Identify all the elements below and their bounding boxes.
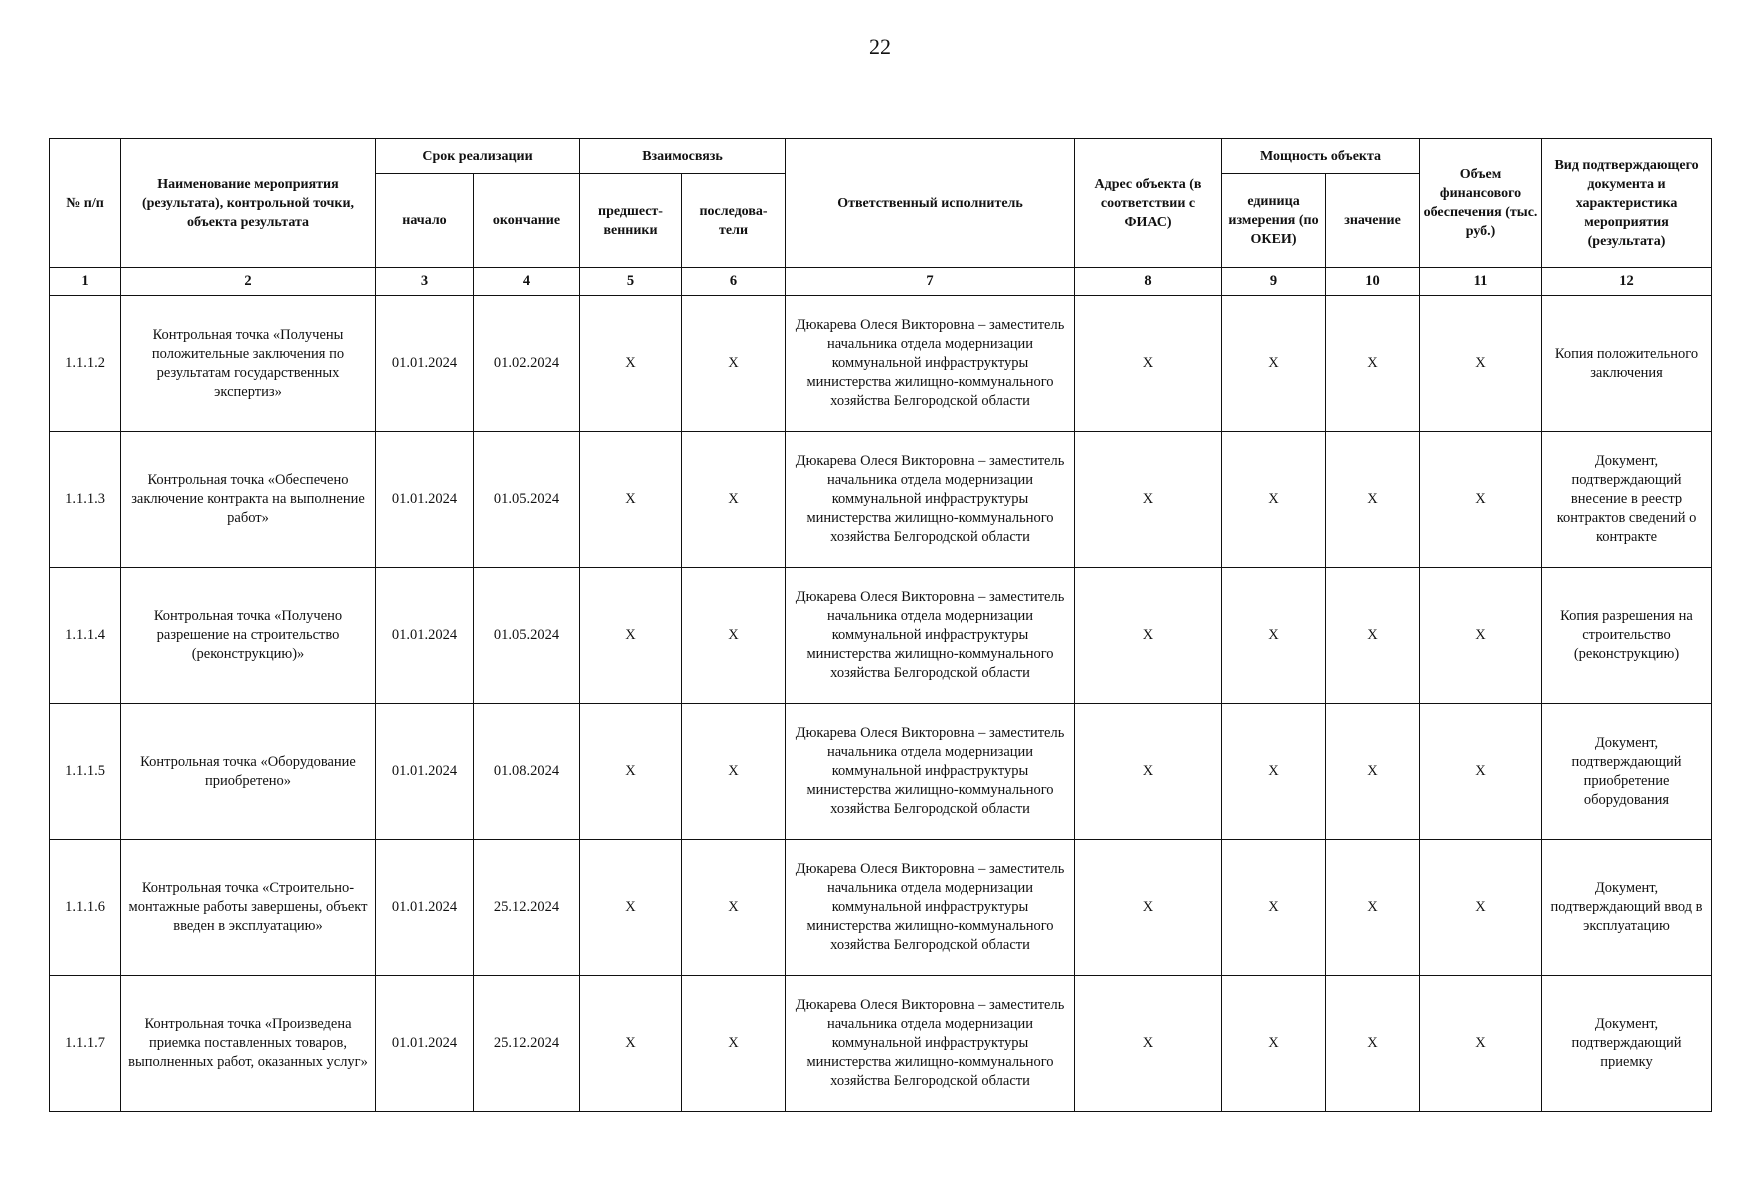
table-row xyxy=(50,704,1712,840)
row-value: X xyxy=(1326,568,1420,704)
column-number: 3 xyxy=(376,268,474,296)
row-number: 1.1.1.7 xyxy=(50,976,121,1112)
header-value: значение xyxy=(1326,174,1420,268)
row-address: X xyxy=(1075,840,1222,976)
page-number: 22 xyxy=(869,34,891,59)
row-unit: X xyxy=(1222,840,1326,976)
row-unit: X xyxy=(1222,976,1326,1112)
row-name: Контрольная точка «Строительно-монтажные работы завершены, объект введен в эксплуатацию» xyxy=(121,840,376,976)
row-value: X xyxy=(1326,296,1420,432)
row-finance: X xyxy=(1420,840,1542,976)
row-value: X xyxy=(1326,840,1420,976)
row-successors: X xyxy=(682,840,786,976)
table-row xyxy=(50,432,1712,568)
plan-table xyxy=(49,138,1712,1112)
row-responsible: Дюкарева Олеся Викторовна – заместитель начальника отдела модернизации коммунальной инфраструктуры министерства жилищно-коммунального хозяйства Белгородской области xyxy=(786,704,1075,840)
row-number: 1.1.1.6 xyxy=(50,840,121,976)
column-number: 9 xyxy=(1222,268,1326,296)
row-name: Контрольная точка «Получено разрешение на строительство (реконструкцию)» xyxy=(121,568,376,704)
row-finance: X xyxy=(1420,296,1542,432)
row-responsible: Дюкарева Олеся Викторовна – заместитель начальника отдела модернизации коммунальной инфраструктуры министерства жилищно-коммунального хозяйства Белгородской области xyxy=(786,296,1075,432)
row-document: Документ, подтверждающий приобретение оборудования xyxy=(1542,704,1712,840)
table-body xyxy=(50,268,1712,1112)
row-end: 01.02.2024 xyxy=(474,296,580,432)
row-number: 1.1.1.5 xyxy=(50,704,121,840)
row-start: 01.01.2024 xyxy=(376,976,474,1112)
row-end: 01.05.2024 xyxy=(474,432,580,568)
row-number: 1.1.1.3 xyxy=(50,432,121,568)
row-number: 1.1.1.2 xyxy=(50,296,121,432)
column-number: 12 xyxy=(1542,268,1712,296)
column-number: 1 xyxy=(50,268,121,296)
row-value: X xyxy=(1326,976,1420,1112)
table-row xyxy=(50,976,1712,1112)
header-responsible: Ответственный исполнитель xyxy=(786,139,1075,268)
header-finance: Объем финансового обеспечения (тыс. руб.) xyxy=(1420,139,1542,268)
row-start: 01.01.2024 xyxy=(376,840,474,976)
row-document: Копия разрешения на строительство (реконструкцию) xyxy=(1542,568,1712,704)
row-unit: X xyxy=(1222,568,1326,704)
row-unit: X xyxy=(1222,432,1326,568)
row-predecessors: X xyxy=(580,432,682,568)
row-value: X xyxy=(1326,704,1420,840)
header-successors: последова-тели xyxy=(682,174,786,268)
header-unit: единица измерения (по ОКЕИ) xyxy=(1222,174,1326,268)
row-address: X xyxy=(1075,976,1222,1112)
row-value: X xyxy=(1326,432,1420,568)
row-successors: X xyxy=(682,704,786,840)
header-start: начало xyxy=(376,174,474,268)
row-address: X xyxy=(1075,296,1222,432)
header-end: окончание xyxy=(474,174,580,268)
table-row xyxy=(50,296,1712,432)
header-relation: Взаимосвязь xyxy=(580,139,786,174)
row-predecessors: X xyxy=(580,840,682,976)
row-successors: X xyxy=(682,976,786,1112)
column-number: 7 xyxy=(786,268,1075,296)
row-document: Документ, подтверждающий ввод в эксплуатацию xyxy=(1542,840,1712,976)
row-start: 01.01.2024 xyxy=(376,296,474,432)
column-number: 8 xyxy=(1075,268,1222,296)
row-successors: X xyxy=(682,568,786,704)
header-name: Наименование мероприятия (результата), контрольной точки, объекта результата xyxy=(121,139,376,268)
column-numbers-row xyxy=(50,268,1712,296)
row-address: X xyxy=(1075,704,1222,840)
row-finance: X xyxy=(1420,432,1542,568)
row-number: 1.1.1.4 xyxy=(50,568,121,704)
row-finance: X xyxy=(1420,704,1542,840)
row-start: 01.01.2024 xyxy=(376,568,474,704)
row-address: X xyxy=(1075,568,1222,704)
row-name: Контрольная точка «Оборудование приобретено» xyxy=(121,704,376,840)
header-address: Адрес объекта (в соответствии с ФИАС) xyxy=(1075,139,1222,268)
row-predecessors: X xyxy=(580,296,682,432)
row-predecessors: X xyxy=(580,568,682,704)
column-number: 2 xyxy=(121,268,376,296)
row-start: 01.01.2024 xyxy=(376,432,474,568)
row-document: Документ, подтверждающий приемку xyxy=(1542,976,1712,1112)
row-unit: X xyxy=(1222,296,1326,432)
row-end: 25.12.2024 xyxy=(474,840,580,976)
table-row xyxy=(50,568,1712,704)
row-unit: X xyxy=(1222,704,1326,840)
row-finance: X xyxy=(1420,976,1542,1112)
row-end: 25.12.2024 xyxy=(474,976,580,1112)
row-name: Контрольная точка «Произведена приемка поставленных товаров, выполненных работ, оказанных услуг» xyxy=(121,976,376,1112)
row-document: Документ, подтверждающий внесение в реестр контрактов сведений о контракте xyxy=(1542,432,1712,568)
header-period: Срок реализации xyxy=(376,139,580,174)
column-number: 10 xyxy=(1326,268,1420,296)
column-number: 6 xyxy=(682,268,786,296)
column-number: 11 xyxy=(1420,268,1542,296)
column-number: 4 xyxy=(474,268,580,296)
row-responsible: Дюкарева Олеся Викторовна – заместитель начальника отдела модернизации коммунальной инфраструктуры министерства жилищно-коммунального хозяйства Белгородской области xyxy=(786,840,1075,976)
row-responsible: Дюкарева Олеся Викторовна – заместитель начальника отдела модернизации коммунальной инфраструктуры министерства жилищно-коммунального хозяйства Белгородской области xyxy=(786,432,1075,568)
row-successors: X xyxy=(682,432,786,568)
row-end: 01.08.2024 xyxy=(474,704,580,840)
row-successors: X xyxy=(682,296,786,432)
row-predecessors: X xyxy=(580,976,682,1112)
row-address: X xyxy=(1075,432,1222,568)
table-header xyxy=(50,139,1712,268)
row-finance: X xyxy=(1420,568,1542,704)
header-capacity: Мощность объекта xyxy=(1222,139,1420,174)
row-end: 01.05.2024 xyxy=(474,568,580,704)
header-num: № п/п xyxy=(50,139,121,268)
row-responsible: Дюкарева Олеся Викторовна – заместитель начальника отдела модернизации коммунальной инфраструктуры министерства жилищно-коммунального хозяйства Белгородской области xyxy=(786,976,1075,1112)
table-row xyxy=(50,840,1712,976)
column-number: 5 xyxy=(580,268,682,296)
header-document: Вид подтверждающего документа и характеристика мероприятия (результата) xyxy=(1542,139,1712,268)
row-responsible: Дюкарева Олеся Викторовна – заместитель начальника отдела модернизации коммунальной инфраструктуры министерства жилищно-коммунального хозяйства Белгородской области xyxy=(786,568,1075,704)
row-predecessors: X xyxy=(580,704,682,840)
row-document: Копия положительного заключения xyxy=(1542,296,1712,432)
header-predecessors: предшест-венники xyxy=(580,174,682,268)
row-start: 01.01.2024 xyxy=(376,704,474,840)
row-name: Контрольная точка «Получены положительные заключения по результатам государственных экспертиз» xyxy=(121,296,376,432)
row-name: Контрольная точка «Обеспечено заключение контракта на выполнение работ» xyxy=(121,432,376,568)
